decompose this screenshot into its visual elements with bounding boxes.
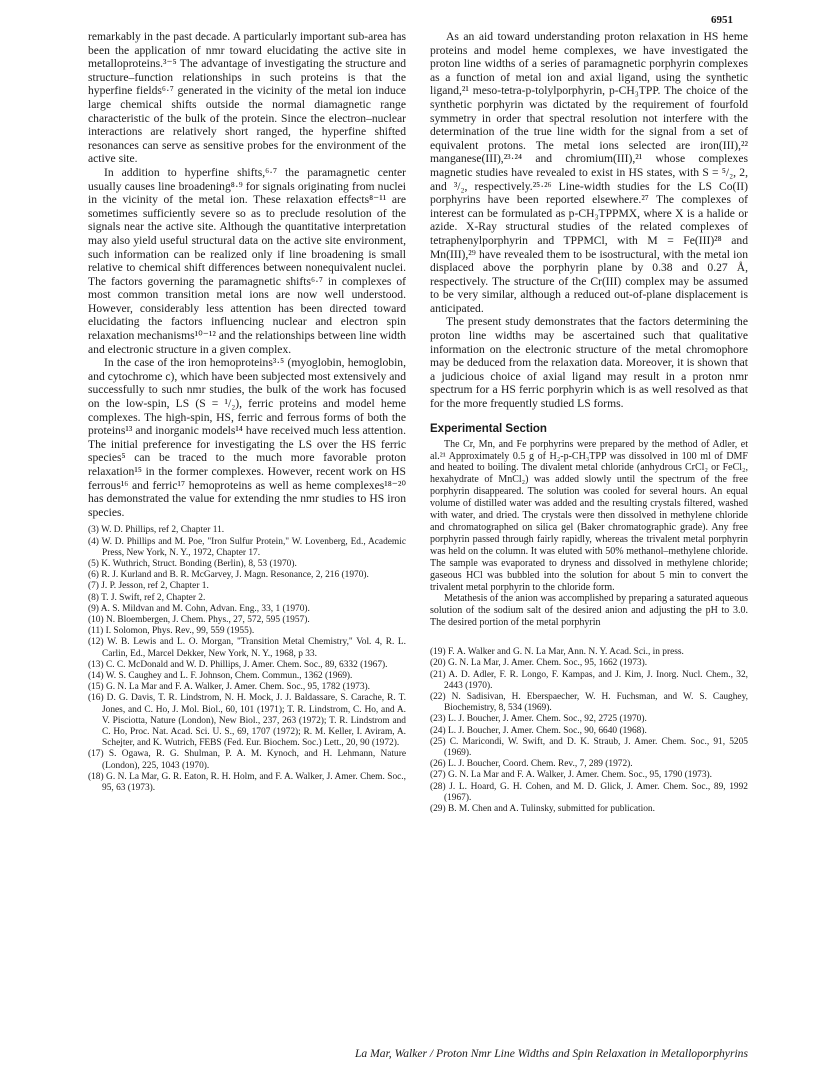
reference-item: (7) J. P. Jesson, ref 2, Chapter 1. xyxy=(88,581,209,592)
reference-item: (19) F. A. Walker and G. N. La Mar, Ann. N. Y. Acad. Sci., in press. xyxy=(430,647,684,658)
reference-item: (27) G. N. La Mar and F. A. Walker, J. Amer. Chem. Soc., 95, 1790 (1973). xyxy=(430,770,713,781)
reference-item: (15) G. N. La Mar and F. A. Walker, J. Amer. Chem. Soc., 95, 1782 (1973). xyxy=(88,682,371,693)
reference-item: (25) C. Maricondi, W. Swift, and D. K. Straub, J. Amer. Chem. Soc., 91, 5205 (1969). xyxy=(430,736,748,758)
reference-item: (12) W. B. Lewis and L. O. Morgan, "Transition Metal Chemistry," Vol. 4, R. L. Carlin, Ed., Marcel Dekker, New York, N. Y., 1968, p 33. xyxy=(88,637,406,659)
reference-item: (20) G. N. La Mar, J. Amer. Chem. Soc., 95, 1662 (1973). xyxy=(430,658,648,669)
reference-item: (22) N. Sadisivan, H. Eberspaecher, W. H. Fuchsman, and W. S. Caughey, Biochemistry, 8, 534 (1969). xyxy=(430,691,748,714)
section-heading: Experimental Section xyxy=(430,422,547,435)
paragraph: In addition to hyperfine shifts,⁶·⁷ the paramagnetic center usually causes line broadening⁸·⁹ for signals originating from nuclei in the vicinity of the metal ion. These relaxation effects⁸⁻¹¹ are sometimes sufficiently severe so as to preclude resolution of the signals near the active site. Although the quantitative interpretation may also yield useful structural data on the active site environment, such information can be realized only if line broadening is small relative to chemical shift differences between nonequivalent nuclei. The factors governing the paramagnetic shifts⁶·⁷ in complexes of most common transition metal ions are now well understood. However, considerably less attention has been directed toward elucidating the factors influencing nuclear and electron spin relaxation mechanisms¹⁰⁻¹² and the relationships between line width and electronic structure in a given complex. xyxy=(88,165,406,356)
reference-item: (21) A. D. Adler, F. R. Longo, F. Kampas, and J. Kim, J. Inorg. Nucl. Chem., 32, 2443 (1970). xyxy=(430,669,748,691)
reference-item: (26) L. J. Boucher, Coord. Chem. Rev., 7, 289 (1972). xyxy=(430,759,633,770)
left-references xyxy=(88,525,406,794)
paragraph: As an aid toward understanding proton relaxation in HS heme proteins and model heme complexes, we have investigated the proton line widths of a series of paramagnetic porphyrin complexes as a function of metal ion and axial ligand, using the synthetic ligand,²¹ meso-tetra-p-tolylporphyrin, p-CH₃TPP. The choice of the synthetic porphyrin was dictated by the requirement of fourfold symmetry in order that spectral resolution not interfere with the determination of the true line width for the signal from a set of equivalent protons. The metal ions selected are iron(III),²² manganese(III),²³·²⁴ and chromium(III),²¹ whose complexes magnetic studies have revealed to exist in HS states, with S = ⁵/₂, 2, and ³/₂, respectively.²⁵·²⁶ Line-width studies for the LS Co(II) porphyrins have been reported elsewhere.²⁷ The complexes of interest can be formulated as p-CH₃TPPMX, where X is a halide or azide. X-Ray structural studies of the related complexes of tetraphenylporphyrin and TPPMCl, with M = Fe(III)²⁸ and Mn(III),²⁹ have revealed them to be isostructural, with the metal ion displaced above the porphyrin plane by 0.38 and 0.27 Å, respectively. The structure of the Cr(III) complex may be assumed to be very similar, although a reduced out-of-plane displacement is anticipated. xyxy=(430,30,748,315)
reference-item: (6) R. J. Kurland and B. R. McGarvey, J. Magn. Resonance, 2, 216 (1970). xyxy=(88,570,369,581)
paragraph: remarkably in the past decade. A particularly important sub-area has been the application of nmr toward elucidating the active site in metalloproteins.³⁻⁵ The advantage of investigating the structure and structure–function relationships in such proteins is that the hyperfine fields⁶·⁷ generated in the vicinity of the metal ion induce large chemical shifts outside the normal diamagnetic range characteristic of the bulk of the protein. Since the electron–nuclear interactions are relatively short ranged, the hyperfine shifted resonances can serve as sensitive probes for the environment of the active site. xyxy=(88,30,406,166)
running-footer: La Mar, Walker / Proton Nmr Line Widths and Spin Relaxation in Metalloporphyrins xyxy=(354,1047,748,1060)
paragraph: The Cr, Mn, and Fe porphyrins were prepared by the method of Adler, et al.²¹ Approximately 0.5 g of H₂-p-CH₃TPP was dissolved in 100 ml of DMF and heated to boiling. The divalent metal chloride (anhydrous CrCl₂ or FeCl₂, hexahydrate of MnCl₂) was added slowly until the spectrum of the free porphyrin disappeared. The solution was cooled for several hours. An equal volume of distilled water was added and the resulting crystals filtered, washed with water, and dried. The crystals were then dissolved in methylene chloride and chromatographed on silica gel (Baker chromatographic grade). Any free porphyrin passed through fairly rapidly, whereas the trivalent metal porphyrin was held on the column. It was eluted with 50% methanol–methylene chloride. The sample was evaporated to dryness and dissolved in methylene chloride; gaseous HCl was bubbled into the solution for about 5 min to convert the trivalent metal porphyrin to the chloride form. xyxy=(430,438,748,593)
reference-item: (11) I. Solomon, Phys. Rev., 99, 559 (1955). xyxy=(88,626,255,637)
reference-item: (16) D. G. Davis, T. R. Lindstrom, N. H. Mock, J. J. Baldassare, S. Carache, R. T. Jones, and C. Ho, J. Mol. Biol., 60, 101 (1971); T. R. Lindstrom, C. Ho, and A. V. Pisciotta, Nature (London), New Biol., 237, 263 (1972); T. R. Lindstrom and C. Ho, Proc. Nat. Acad. Sci. U. S., 69, 1707 (1972); R. M. Keller, I. Aviram, A. Schejter, and K. Wutrich, FEBS (Fed. Eur. Biochem. Soc.) Lett., 20, 90 (1972). xyxy=(88,693,406,749)
page-number: 6951 xyxy=(711,14,733,26)
left-body-text xyxy=(88,30,406,519)
reference-item: (5) K. Wuthrich, Struct. Bonding (Berlin), 8, 53 (1970). xyxy=(88,558,297,569)
reference-item: (14) W. S. Caughey and L. F. Johnson, Chem. Commun., 1362 (1969). xyxy=(88,671,353,682)
reference-item: (9) A. S. Mildvan and M. Cohn, Advan. Eng., 33, 1 (1970). xyxy=(88,603,310,614)
reference-item: (18) G. N. La Mar, G. R. Eaton, R. H. Holm, and F. A. Walker, J. Amer. Chem. Soc., 95, 63 (1973). xyxy=(88,771,406,794)
right-references xyxy=(430,647,748,815)
reference-item: (28) J. L. Hoard, G. H. Cohen, and M. D. Glick, J. Amer. Chem. Soc., 89, 1992 (1967). xyxy=(430,781,748,803)
reference-item: (10) N. Bloembergen, J. Chem. Phys., 27, 572, 595 (1957). xyxy=(88,615,310,625)
right-body-text xyxy=(430,30,748,411)
reference-item: (29) B. M. Chen and A. Tulinsky, submitted for publication. xyxy=(430,803,655,814)
paragraph: Metathesis of the anion was accomplished by preparing a saturated aqueous solution of the sodium salt of the desired anion and adjusting the pH to 3.0. The desired portion of the metal porphyrin xyxy=(430,593,748,629)
reference-item: (3) W. D. Phillips, ref 2, Chapter 11. xyxy=(88,525,225,536)
reference-item: (24) L. J. Boucher, J. Amer. Chem. Soc., 90, 6640 (1968). xyxy=(430,725,647,736)
left-column xyxy=(88,30,406,794)
reference-item: (4) W. D. Phillips and M. Poe, "Iron Sulfur Protein," W. Lovenberg, Ed., Academic Press, New York, N. Y., 1972, Chapter 17. xyxy=(88,536,406,558)
experimental-text xyxy=(430,439,748,630)
reference-item: (8) T. J. Swift, ref 2, Chapter 2. xyxy=(88,592,206,603)
right-column xyxy=(430,30,748,815)
paragraph: In the case of the iron hemoproteins³·⁵ (myoglobin, hemoglobin, and cytochrome c), which have been subjected most extensively and successfully to such nmr studies, the bulk of the work has focused on the low-spin, LS (S = ¹/₂), ferric proteins and model heme complexes. The high-spin, HS, ferric and ferrous forms of both the proteins¹³ and inorganic models¹⁴ have received much less attention. The initial preference for investigating the LS over the HS ferric species⁵ can be traced to the much more favorable proton relaxation¹⁵ in the former complexes. However, recent work on HS ferrous¹⁶ and ferric¹⁷ hemoproteins as well as heme complexes¹⁸⁻²⁰ has demonstrated the value for extending the nmr studies to HS iron species. xyxy=(88,356,406,519)
reference-item: (13) C. C. McDonald and W. D. Phillips, J. Amer. Chem. Soc., 89, 6332 (1967). xyxy=(88,659,388,670)
paragraph: The present study demonstrates that the factors determining the proton line widths may be ascertained such that qualitative information on the electronic structure of the metal chromophore may be deduced from the relaxation data. Moreover, it is shown that a judicious choice of axial ligand may result in a proton nmr spectrum for a HS ferric porphyrin which is as well resolved as that for the more frequently studied LS forms. xyxy=(430,315,748,411)
reference-item: (17) S. Ogawa, R. G. Shulman, P. A. M. Kynoch, and H. Lehmann, Nature (London), 225, 1043 (1970). xyxy=(88,749,406,771)
reference-item: (23) L. J. Boucher, J. Amer. Chem. Soc., 92, 2725 (1970). xyxy=(430,714,647,725)
